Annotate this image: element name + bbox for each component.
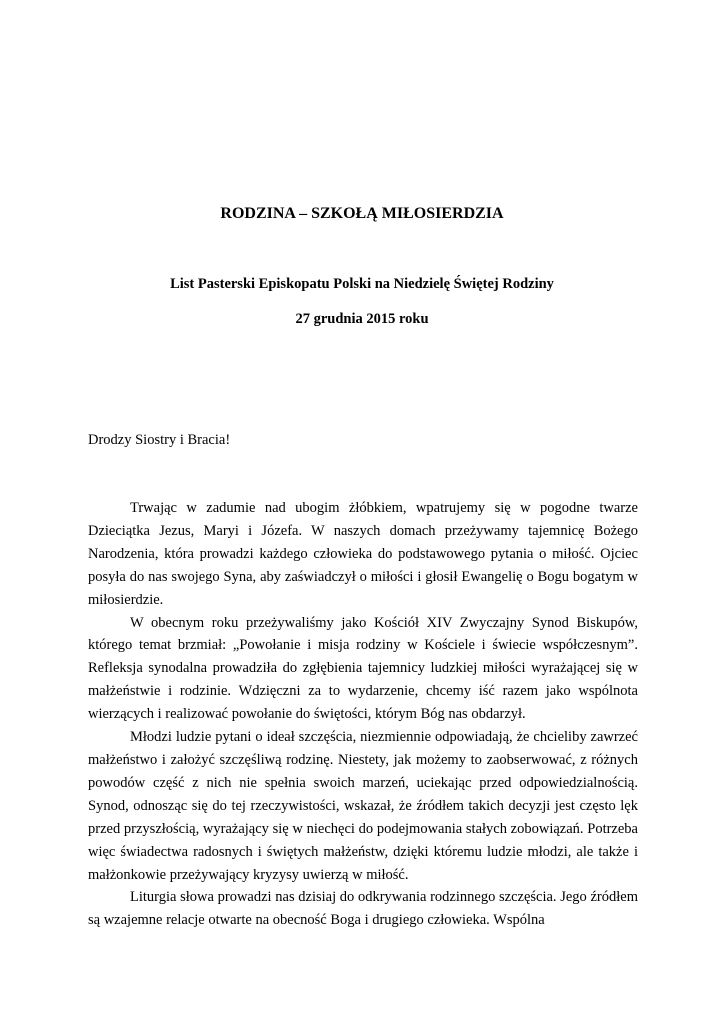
document-date: 27 grudnia 2015 roku [295,311,429,327]
paragraph: Liturgia słowa prowadzi nas dzisiaj do odkrywania rodzinnego szczęścia. Jego źródłem są wzajemne relacje otwarte na obecność Boga i drugiego człowieka. Wspólna [88,889,638,929]
document-subtitle: List Pasterski Episkopatu Polski na Niedzielę Świętej Rodziny [170,276,554,292]
paragraph: Młodzi ludzie pytani o ideał szczęścia, niezmiennie odpowiadają, że chcieliby zawrzeć małżeństwo i założyć szczęśliwą rodzinę. Niestety, jak możemy to zaobserwować, z różnych powodów część z nich nie spełnia swoich marzeń, uciekając przed odpowiedzialnością. Synod, odnosząc się do tej rzeczywistości, wskazał, że źródłem takich decyzji jest często lęk przed przyszłością, wyrażający się w niechęci do podejmowania stałych zobowiązań. Potrzeba więc świadectwa radosnych i świętych małżeństw, dzięki któremu ludzie młodzi, ale także i małżonkowie przeżywający kryzysy uwierzą w miłość. [88,729,638,883]
document-title: RODZINA – SZKOŁĄ MIŁOSIERDZIA [220,205,504,222]
paragraph: Trwając w zadumie nad ubogim żłóbkiem, wpatrujemy się w pogodne twarze Dzieciątka Jezus, Maryi i Józefa. W naszych domach przeżywamy tajemnicę Bożego Narodzenia, która prowadzi każdego człowieka do podstawowego pytania o miłość. Ojciec posyła do nas swojego Syna, aby zaświadczył o miłości i głosił Ewangelię o Bogu bogatym w miłosierdzie. [88,500,638,608]
letter-body [88,497,638,932]
greeting: Drodzy Siostry i Bracia! [88,432,231,448]
paragraph: W obecnym roku przeżywaliśmy jako Kościół XIV Zwyczajny Synod Biskupów, którego temat brzmiał: „Powołanie i misja rodziny w Kościele i świecie współczesnym”. Refleksja synodalna prowadziła do zgłębienia tajemnicy ludzkiej miłości wyrażającej się w małżeństwie i rodzinie. Wdzięczni za to wydarzenie, chcemy iść razem jako wspólnota wierzących i realizować powołanie do świętości, którym Bóg nas obdarzył. [88,614,638,723]
